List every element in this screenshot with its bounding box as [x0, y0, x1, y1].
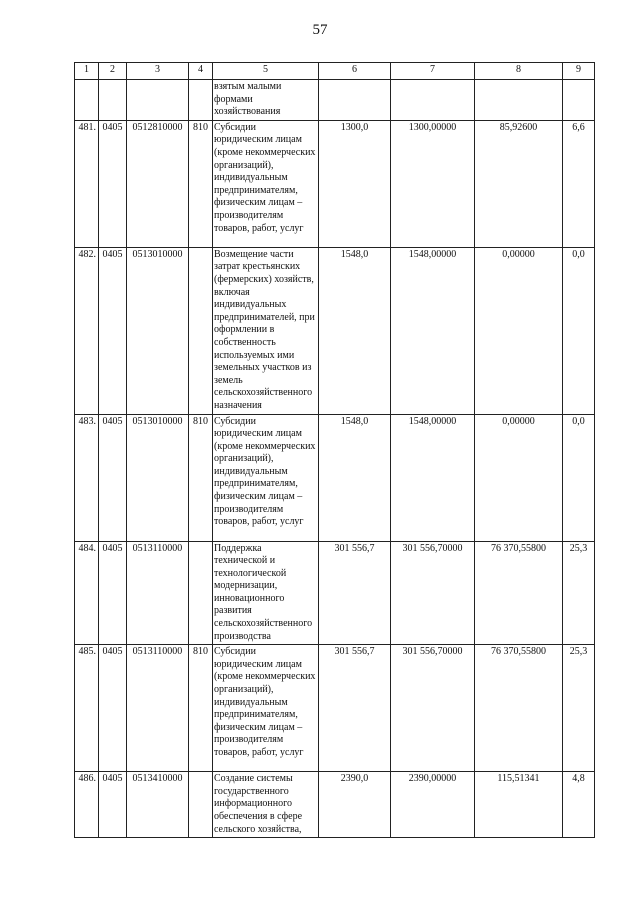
- target-code: 0513010000: [127, 414, 189, 541]
- header-cell: 1: [75, 63, 99, 80]
- execution-percent: 25,3: [563, 541, 595, 645]
- table-row: [75, 772, 595, 838]
- section-code: 0405: [99, 541, 127, 645]
- row-number: 481.: [75, 120, 99, 247]
- target-code: 0513010000: [127, 247, 189, 414]
- target-code: 0513110000: [127, 645, 189, 772]
- expense-type: [189, 541, 213, 645]
- row-number: 484.: [75, 541, 99, 645]
- row-number: 483.: [75, 414, 99, 541]
- expense-type: [189, 80, 213, 121]
- execution-percent: 4,8: [563, 772, 595, 838]
- row-number: 486.: [75, 772, 99, 838]
- section-code: 0405: [99, 772, 127, 838]
- header-cell: 8: [475, 63, 563, 80]
- specified-amount: 1548,00000: [391, 414, 475, 541]
- table-row: [75, 247, 595, 414]
- executed-amount: 0,00000: [475, 247, 563, 414]
- item-name: Поддержка технической и технологической модернизации, инновационного развития сельскохозяйственного производства: [213, 541, 319, 645]
- page-number: 57: [312, 22, 328, 38]
- item-name: Субсидии юридическим лицам (кроме некоммерческих организаций), индивидуальным предпринимателям, физическим лицам – производителям товаров, работ, услуг: [213, 645, 319, 772]
- planned-amount: 1548,0: [319, 247, 391, 414]
- executed-amount: 85,92600: [475, 120, 563, 247]
- item-name: Создание системы государственного информационного обеспечения в сфере сельского хозяйства,: [213, 772, 319, 838]
- section-code: 0405: [99, 247, 127, 414]
- planned-amount: 1300,0: [319, 120, 391, 247]
- executed-amount: 76 370,55800: [475, 541, 563, 645]
- header-cell: 9: [563, 63, 595, 80]
- planned-amount: 2390,0: [319, 772, 391, 838]
- section-code: [99, 80, 127, 121]
- section-code: 0405: [99, 120, 127, 247]
- header-cell: 3: [127, 63, 189, 80]
- item-name: Субсидии юридическим лицам (кроме некоммерческих организаций), индивидуальным предпринимателям, физическим лицам – производителям товаров, работ, услуг: [213, 414, 319, 541]
- executed-amount: 0,00000: [475, 414, 563, 541]
- expense-type: 810: [189, 645, 213, 772]
- planned-amount: 1548,0: [319, 414, 391, 541]
- header-cell: 2: [99, 63, 127, 80]
- header-cell: 4: [189, 63, 213, 80]
- item-name: Возмещение части затрат крестьянских (фермерских) хозяйств, включая индивидуальных предпринимателей, при оформлении в собственность используемых ими земельных участков из земель сельскохозяйственного назначения: [213, 247, 319, 414]
- execution-percent: 25,3: [563, 645, 595, 772]
- row-number: [75, 80, 99, 121]
- execution-percent: 0,0: [563, 247, 595, 414]
- table-row: [75, 645, 595, 772]
- expense-type: 810: [189, 414, 213, 541]
- specified-amount: 301 556,70000: [391, 541, 475, 645]
- budget-table: [74, 62, 595, 838]
- expense-type: [189, 772, 213, 838]
- expense-type: [189, 247, 213, 414]
- section-code: 0405: [99, 414, 127, 541]
- execution-percent: 6,6: [563, 120, 595, 247]
- target-code: [127, 80, 189, 121]
- table-row: [75, 80, 595, 121]
- planned-amount: 301 556,7: [319, 645, 391, 772]
- table-row: [75, 541, 595, 645]
- specified-amount: [391, 80, 475, 121]
- execution-percent: 0,0: [563, 414, 595, 541]
- planned-amount: 301 556,7: [319, 541, 391, 645]
- executed-amount: 115,51341: [475, 772, 563, 838]
- header-cell: 5: [213, 63, 319, 80]
- target-code: 0513110000: [127, 541, 189, 645]
- item-name: Субсидии юридическим лицам (кроме некоммерческих организаций), индивидуальным предпринимателям, физическим лицам – производителям товаров, работ, услуг: [213, 120, 319, 247]
- row-number: 482.: [75, 247, 99, 414]
- item-name: взятым малыми формами хозяйствования: [213, 80, 319, 121]
- target-code: 0512810000: [127, 120, 189, 247]
- specified-amount: 1548,00000: [391, 247, 475, 414]
- section-code: 0405: [99, 645, 127, 772]
- execution-percent: [563, 80, 595, 121]
- header-row: [75, 63, 595, 80]
- table-row: [75, 414, 595, 541]
- specified-amount: 301 556,70000: [391, 645, 475, 772]
- planned-amount: [319, 80, 391, 121]
- specified-amount: 1300,00000: [391, 120, 475, 247]
- executed-amount: 76 370,55800: [475, 645, 563, 772]
- header-cell: 7: [391, 63, 475, 80]
- row-number: 485.: [75, 645, 99, 772]
- executed-amount: [475, 80, 563, 121]
- expense-type: 810: [189, 120, 213, 247]
- header-cell: 6: [319, 63, 391, 80]
- target-code: 0513410000: [127, 772, 189, 838]
- table-row: [75, 120, 595, 247]
- specified-amount: 2390,00000: [391, 772, 475, 838]
